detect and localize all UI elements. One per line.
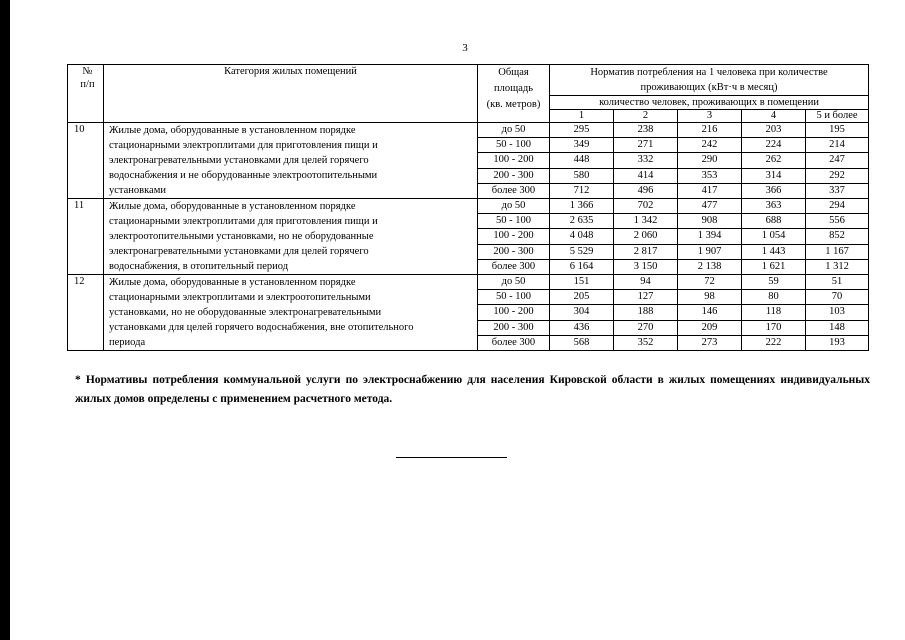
norm-value: 271 [614, 138, 678, 153]
norm-value: 195 [806, 123, 869, 138]
norm-value: 103 [806, 305, 869, 320]
norm-value: 238 [614, 123, 678, 138]
footnote-star: * [75, 374, 81, 386]
norm-value: 2 635 [550, 214, 614, 229]
norm-value: 712 [550, 183, 614, 198]
norm-value: 151 [550, 275, 614, 290]
norm-value: 414 [614, 168, 678, 183]
footnote [75, 371, 870, 409]
area-range: 200 - 300 [478, 320, 550, 335]
area-range: 100 - 200 [478, 305, 550, 320]
category-line: установками, но не оборудованные электронагревательными [109, 307, 382, 318]
category-description [104, 275, 478, 351]
header-people-label: количество человек, проживающих в помещении [550, 96, 869, 110]
norm-value: 337 [806, 183, 869, 198]
area-range: 100 - 200 [478, 153, 550, 168]
norm-value: 556 [806, 214, 869, 229]
footnote-text: Нормативы потребления коммунальной услуги по электроснабжению для населения Кировской области в жилых помещениях индивидуальных жилых домов определены с применением расчетного метода. [75, 374, 871, 405]
norm-value: 353 [678, 168, 742, 183]
category-line: установками [109, 185, 166, 196]
norm-value: 188 [614, 305, 678, 320]
norm-value: 349 [550, 138, 614, 153]
norm-value: 1 394 [678, 229, 742, 244]
norm-value: 568 [550, 335, 614, 350]
area-range: до 50 [478, 275, 550, 290]
category-line: Жилые дома, оборудованные в установленном порядке [109, 125, 356, 136]
area-range: 100 - 200 [478, 229, 550, 244]
norm-value: 193 [806, 335, 869, 350]
area-range: более 300 [478, 259, 550, 274]
category-line: Жилые дома, оборудованные в установленном порядке [109, 277, 356, 288]
area-range: 200 - 300 [478, 244, 550, 259]
category-line: стационарными электроплитами для приготовления пищи и [109, 216, 378, 227]
norm-value: 205 [550, 290, 614, 305]
header-people-count-3: 3 [678, 110, 742, 123]
table-row [68, 275, 869, 290]
category-line: водоснабжения, в отопительный период [109, 261, 289, 272]
norm-value: 908 [678, 214, 742, 229]
header-people-count-1: 1 [550, 110, 614, 123]
row-number: 11 [68, 199, 104, 275]
norm-value: 496 [614, 183, 678, 198]
norm-value: 477 [678, 199, 742, 214]
norm-value: 1 621 [742, 259, 806, 274]
norm-value: 352 [614, 335, 678, 350]
norm-value: 2 817 [614, 244, 678, 259]
norm-value: 1 167 [806, 244, 869, 259]
norm-value: 270 [614, 320, 678, 335]
row-number: 12 [68, 275, 104, 351]
header-norm-col: Норматив потребления на 1 человека при количестве проживающих (кВт·ч в месяц) [550, 65, 869, 96]
norm-value: 242 [678, 138, 742, 153]
category-line: водоснабжения и не оборудованные электроотопительными [109, 170, 378, 181]
scan-left-edge [0, 0, 10, 640]
category-line: Жилые дома, оборудованные в установленном порядке [109, 201, 356, 212]
category-line: стационарными электроплитами и электроотопительными [109, 292, 371, 303]
header-people-count-4: 4 [742, 110, 806, 123]
norm-value: 2 060 [614, 229, 678, 244]
norm-value: 214 [806, 138, 869, 153]
norm-value: 852 [806, 229, 869, 244]
norm-value: 146 [678, 305, 742, 320]
norm-value: 170 [742, 320, 806, 335]
norm-value: 118 [742, 305, 806, 320]
norm-value: 314 [742, 168, 806, 183]
norm-value: 94 [614, 275, 678, 290]
norm-value: 580 [550, 168, 614, 183]
norm-value: 295 [550, 123, 614, 138]
norm-value: 262 [742, 153, 806, 168]
norm-value: 148 [806, 320, 869, 335]
category-line: электронагревательными установками для целей горячего [109, 155, 369, 166]
norm-value: 1 054 [742, 229, 806, 244]
norm-value: 294 [806, 199, 869, 214]
area-range: более 300 [478, 335, 550, 350]
category-description [104, 123, 478, 199]
norm-value: 417 [678, 183, 742, 198]
area-range: до 50 [478, 199, 550, 214]
norm-value: 290 [678, 153, 742, 168]
norm-value: 222 [742, 335, 806, 350]
norm-value: 209 [678, 320, 742, 335]
area-range: 50 - 100 [478, 138, 550, 153]
header-category-col: Категория жилых помещений [104, 65, 478, 123]
norm-value: 2 138 [678, 259, 742, 274]
norm-value: 304 [550, 305, 614, 320]
norm-value: 273 [678, 335, 742, 350]
page-number: 3 [462, 42, 468, 54]
norm-value: 70 [806, 290, 869, 305]
norm-value: 203 [742, 123, 806, 138]
norm-value: 6 164 [550, 259, 614, 274]
header-people-count-5: 5 и более [806, 110, 869, 123]
norm-value: 1 312 [806, 259, 869, 274]
norm-value: 363 [742, 199, 806, 214]
area-range: до 50 [478, 123, 550, 138]
consumption-norms-table [67, 64, 869, 351]
category-line: установками для целей горячего водоснабжения, вне отопительного [109, 322, 414, 333]
norm-value: 247 [806, 153, 869, 168]
area-range: 200 - 300 [478, 168, 550, 183]
norm-value: 59 [742, 275, 806, 290]
table-row [68, 199, 869, 214]
norm-value: 688 [742, 214, 806, 229]
norm-value: 98 [678, 290, 742, 305]
norm-value: 448 [550, 153, 614, 168]
category-line: стационарными электроплитами для приготовления пищи и [109, 140, 378, 151]
norm-value: 224 [742, 138, 806, 153]
category-line: электронагревательными установками для целей горячего [109, 246, 369, 257]
norm-value: 332 [614, 153, 678, 168]
norm-value: 3 150 [614, 259, 678, 274]
table-row [68, 123, 869, 138]
area-range: 50 - 100 [478, 214, 550, 229]
norm-value: 80 [742, 290, 806, 305]
header-num-col: № п/п [68, 65, 104, 123]
norm-value: 216 [678, 123, 742, 138]
category-line: электроотопительными установками, но не оборудованные [109, 231, 374, 242]
header-people-count-2: 2 [614, 110, 678, 123]
norm-value: 292 [806, 168, 869, 183]
norm-value: 702 [614, 199, 678, 214]
norm-value: 1 907 [678, 244, 742, 259]
category-description [104, 199, 478, 275]
area-range: более 300 [478, 183, 550, 198]
norm-value: 436 [550, 320, 614, 335]
area-range: 50 - 100 [478, 290, 550, 305]
norm-value: 1 443 [742, 244, 806, 259]
norm-value: 1 342 [614, 214, 678, 229]
norm-value: 1 366 [550, 199, 614, 214]
header-area-col: Общая площадь (кв. метров) [478, 65, 550, 123]
row-number: 10 [68, 123, 104, 199]
norm-value: 5 529 [550, 244, 614, 259]
norm-value: 72 [678, 275, 742, 290]
category-line: периода [109, 337, 146, 348]
norm-value: 366 [742, 183, 806, 198]
signature-line [396, 457, 507, 458]
norm-value: 4 048 [550, 229, 614, 244]
norm-value: 127 [614, 290, 678, 305]
norm-value: 51 [806, 275, 869, 290]
